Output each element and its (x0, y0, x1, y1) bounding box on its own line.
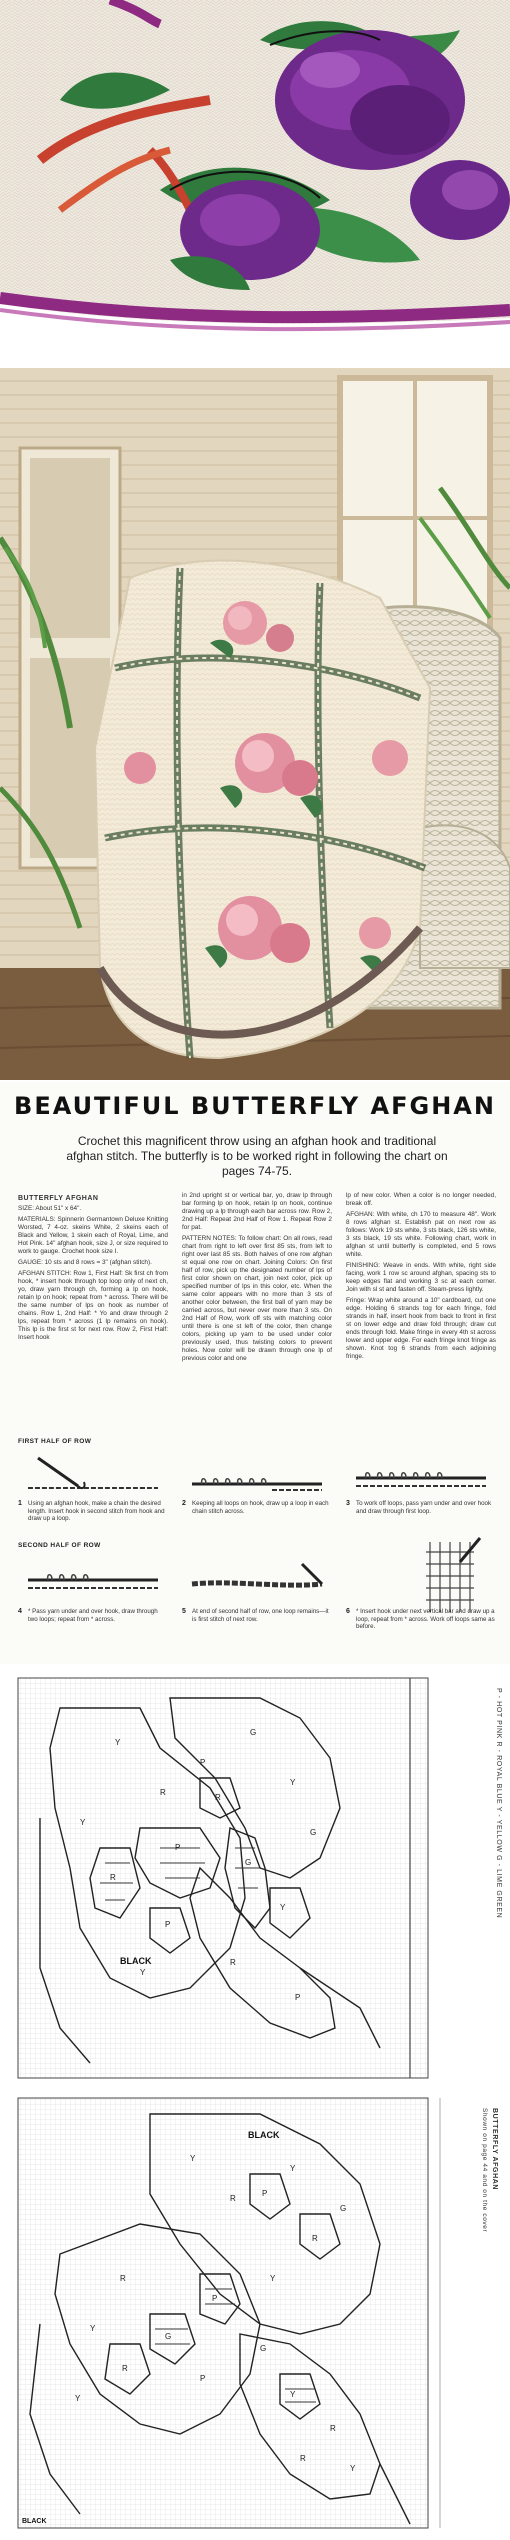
step1-text: Using an afghan hook, make a chain the desired length. Insert hook in second stitch from hook and draw up a loop. (28, 1500, 165, 1523)
section-heading: BUTTERFLY AFGHAN (18, 1195, 99, 1202)
step-number: 1 (18, 1500, 22, 1507)
afghan-room-photo (0, 368, 510, 1080)
step-number: 6 (346, 1608, 350, 1615)
finishing-text: FINISHING: Weave in ends. With white, right side facing, work 1 row sc around afghan, spacing sts to keep edges flat and working 3 sc at each corner. Join with sl st and fasten off. Steam-press lightly. (346, 1262, 496, 1293)
step2-illustration (182, 1448, 332, 1498)
chart-symbol: R (110, 1873, 116, 1882)
step-number: 4 (18, 1608, 22, 1615)
chart-bottom-grid (0, 2094, 510, 2540)
chart-symbol: R (300, 2454, 306, 2463)
chart-symbol: P (295, 1993, 301, 2002)
chart-symbol: P (262, 2189, 268, 2198)
chart-symbol: R (122, 2364, 128, 2373)
chart-symbol: R (330, 2424, 336, 2433)
butterfly-chart-top (0, 1668, 510, 2086)
page-title: BEAUTIFUL BUTTERFLY AFGHAN (14, 1092, 496, 1120)
chart-symbol: Y (115, 1738, 121, 1747)
chart-side-note: Shown on page 44 and on the cover (481, 2108, 488, 2233)
instructions-column-2 (182, 1192, 332, 1366)
chart-symbol: R (160, 1788, 166, 1797)
chart-symbol: R (230, 1958, 236, 1967)
stitch-text: AFGHAN STITCH: Row 1, First Half: Sk first ch from hook, * insert hook through top loop only of next ch, yo, draw yarn through ch, forming a lp on hook, retain lp on hook; repeat from * across. There will be the same number of lps on hook as number of chains. Row 1, 2nd Half: * Yo and draw through 2 lps, repeat from * across (1 lp remains on hook). This lp is the first st for next row. Row 2, First Half: Insert hook (18, 1270, 168, 1341)
chart-symbol: G (245, 1858, 252, 1867)
gauge-text: GAUGE: 10 sts and 8 rows = 3" (afghan stitch). (18, 1259, 152, 1266)
chart-symbol: P (200, 2374, 206, 2383)
chart-symbol: R (312, 2234, 318, 2243)
chart-symbol: Y (290, 1778, 296, 1787)
pillow-photo (0, 0, 510, 360)
chart-symbol: Y (290, 2164, 296, 2173)
step5-illustration (182, 1554, 332, 1604)
chart-symbol: R (120, 2274, 126, 2283)
pillow-illustration (0, 0, 510, 360)
chart-symbol: G (340, 2204, 347, 2213)
chart-symbol: P (200, 1758, 206, 1767)
fringe-text: Fringe: Wrap white around a 10" cardboard, cut one edge. Holding 6 strands tog for each fringe, fold strands in half, insert hook from back to front in first st on lower edge and draw fold through; draw cut ends through fold. Make fringe in every 4th st across lower and upper edge. For each fringe knot fringe as shown. Knot tog 6 strands from each adjoining fringe. (346, 1297, 496, 1360)
chart-symbol: R (215, 1793, 221, 1802)
color-legend: P - HOT PINK R - ROYAL BLUE Y - YELLOW G - LIME GREEN (495, 1688, 502, 1919)
chart-symbol: Y (90, 2324, 96, 2333)
size-text: SIZE: About 51" x 64". (18, 1205, 82, 1212)
first-half-label: FIRST HALF OF ROW (18, 1438, 92, 1445)
step4-text: * Pass yarn under and over hook, draw through two loops; repeat from * across. (28, 1608, 158, 1623)
pattern-notes-text: PATTERN NOTES: To follow chart: On all rows, read chart from right to left over first 85 sts, from left to right over last 85 sts. Both halves of one row afghan st equal one row on chart. Joining Colors: On first half of row, pick up the designated number of lps of first color shown on chart, join next color, pick up specified number of lps in this color, etc. When the same color appears with no more than 3 sts of another color between, the first ball of yarn may be carried across, but never over more than 3 sts. On 2nd Half of Row, work off sts with matching color until there is one st left of the color, then change colors, picking up yarn to be used under color previously used, thus twisting colors to prevent holes. Now color will be drawn through one lp of previous color and one (182, 1235, 332, 1362)
chart-symbol: G (165, 2332, 172, 2341)
chart-symbol: Y (140, 1968, 146, 1977)
chart-symbol: G (310, 1828, 317, 1837)
second-half-label: SECOND HALF OF ROW (18, 1542, 101, 1549)
step-number: 2 (182, 1500, 186, 1507)
chart-symbol: Y (75, 2394, 81, 2403)
step4-illustration (18, 1554, 168, 1604)
chart-symbol: Y (280, 1903, 286, 1912)
room-illustration (0, 368, 510, 1080)
black-label-bottom: BLACK (22, 2518, 47, 2525)
afghan-text: AFGHAN: With white, ch 170 to measure 48". Work 8 rows afghan st. Establish pat on next row as follows: Work 19 sts white, 3 sts black, 126 sts white, 3 sts black, 19 sts white. Following chart, work in afghan st until butterfly is completed, end 5 rows white. (346, 1211, 496, 1258)
chart-symbol: G (250, 1728, 257, 1737)
chart-symbol: Y (350, 2464, 356, 2473)
butterfly-chart-bottom (0, 2094, 510, 2540)
chart-symbol: P (175, 1843, 181, 1852)
paragraph: in 2nd upright st or vertical bar, yo, draw lp through bar forming lp on hook, retain lp on hook, continue drawing up a lp through each bar across row. Row 2, 2nd Half: Repeat 2nd Half of Row 1. Repeat Row 2 for pat. (182, 1192, 332, 1231)
step-number: 5 (182, 1608, 186, 1615)
step-number: 3 (346, 1500, 350, 1507)
chart-symbol: Y (80, 1818, 86, 1827)
chart-symbol: Y (270, 2274, 276, 2283)
step3-text: To work off loops, pass yarn under and over hook and draw through first loop. (356, 1500, 492, 1515)
chart-symbol: P (212, 2294, 218, 2303)
step2-text: Keeping all loops on hook, draw up a loop in each chain stitch across. (192, 1500, 329, 1515)
instructions-column-3 (346, 1192, 496, 1364)
paragraph: lp of new color. When a color is no longer needed, break off. (346, 1192, 496, 1207)
step3-illustration (346, 1448, 496, 1498)
step1-illustration (18, 1448, 168, 1498)
step6-text: * Insert hook under next vertical bar and draw up a loop, repeat from * across. Work off loops same as before. (356, 1608, 495, 1631)
chart-symbol: P (165, 1920, 171, 1929)
chart-symbol: Y (190, 2154, 196, 2163)
black-label: BLACK (120, 1956, 152, 1966)
black-label: BLACK (248, 2130, 280, 2140)
chart-symbol: Y (290, 2390, 296, 2399)
step5-text: At end of second half of row, one loop remains—it is first stitch of next row. (192, 1608, 329, 1623)
chart-symbol: G (260, 2344, 267, 2353)
instructions-page (0, 1082, 510, 1664)
materials-text: MATERIALS: Spinnerin Germantown Deluxe Knitting Worsted, 7 4-oz. skeins White, 2 skeins each of Black and Yellow, 1 skein each of Royal, Lime, and Hot Pink. 14" afghan hook, size J, or size required to work to gauge. Crochet hook size I. (18, 1216, 168, 1255)
intro-text: Crochet this magnificent throw using an afghan hook and traditional afghan stitch. The butterfly is to be worked right in following the chart on pages 74-75. (66, 1134, 448, 1178)
chart-symbol: R (230, 2194, 236, 2203)
instructions-column-1 (18, 1192, 168, 1345)
chart-side-title: BUTTERFLY AFGHAN (491, 2108, 498, 2191)
